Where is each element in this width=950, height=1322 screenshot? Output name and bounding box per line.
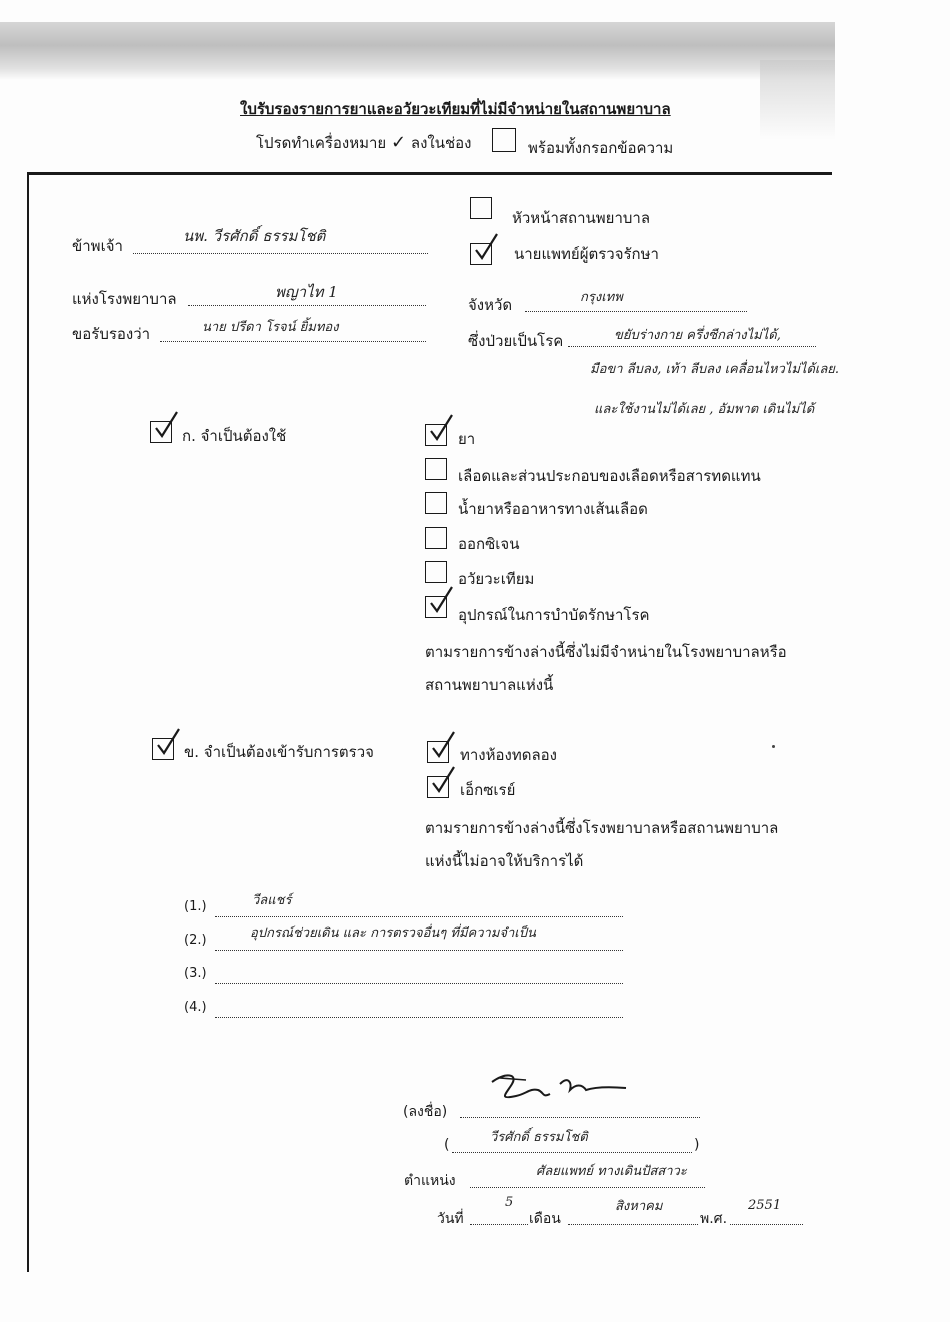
instruction-check-mark: ✓ [391,132,407,153]
item-1-dotted-line [215,916,623,917]
item-3-dotted-line [215,983,623,984]
certify-value[interactable]: นาย ปรีดา โรจน์ ยิ้มทอง [202,320,339,335]
disease-dotted-line [568,346,816,347]
year-label: พ.ศ. [700,1211,728,1227]
sign-dotted-line [460,1117,700,1118]
option-iv-fluid-label: น้ำยาหรืออาหารทางเส้นเลือด [458,500,648,518]
sign-label: (ลงชื่อ) [403,1104,448,1120]
option-medicine-label: ยา [458,430,476,448]
option-lab-checkbox[interactable] [427,741,449,763]
option-blood-checkbox[interactable] [425,458,447,480]
check-mark-icon [153,410,179,440]
option-medicine-checkbox[interactable] [425,424,447,446]
section-b-note-line-2: แห่งนี้ไม่อาจให้บริการได้ [425,852,584,870]
option-lab-label: ทางห้องทดลอง [460,746,558,764]
disease-line-3[interactable]: และใช้งานไม่ได้เลย , อัมพาต เดินไม่ได้ [594,402,815,417]
position-label: ตำแหน่ง [404,1173,456,1189]
certify-dotted-line [160,341,426,342]
month-label: เดือน [529,1211,561,1227]
option-iv-fluid-checkbox[interactable] [425,492,447,514]
item-3-number: (3.) [184,966,207,981]
instruction-after: พร้อมทั้งกรอกข้อความ [528,139,674,157]
option-xray-checkbox[interactable] [427,776,449,798]
check-mark-icon [428,413,454,443]
hospital-value[interactable]: พญาไท 1 [275,283,338,301]
province-dotted-line [525,311,747,312]
check-mark-icon [430,765,456,795]
disease-label: ซึ่งป่วยเป็นโรค [468,332,564,350]
section-a-label: ก. จำเป็นต้องใช้ [182,427,287,445]
option-oxygen-label: ออกซิเจน [458,535,520,553]
attending-doctor-label: นายแพทย์ผู้ตรวจรักษา [514,245,659,263]
position-dotted-line [470,1187,705,1188]
name-open-paren: ( [444,1137,450,1153]
item-1-value[interactable]: วีลแชร์ [252,893,292,908]
head-of-facility-checkbox[interactable] [470,197,492,219]
section-b-label: ข. จำเป็นต้องเข้ารับการตรวจ [184,743,374,761]
instruction-before: โปรดทำเครื่องหมาย [256,134,387,152]
item-4-number: (4.) [184,1000,207,1015]
day-dotted-line [470,1224,528,1225]
head-of-facility-label: หัวหน้าสถานพยาบาล [512,209,651,227]
disease-line-1[interactable]: ขยับร่างกาย ครึ่งซีกล่างไม่ได้, [614,328,781,343]
province-value[interactable]: กรุงเทพ [580,290,623,305]
hospital-dotted-line [188,305,426,306]
i-label: ข้าพเจ้า [72,237,123,255]
check-mark-icon [430,730,456,760]
i-value[interactable]: นพ. วีรศักดิ์ ธรรมโชติ [183,227,326,245]
check-mark-icon [428,585,454,615]
option-equipment-checkbox[interactable] [425,596,447,618]
section-a-checkbox[interactable] [150,421,172,443]
month-value[interactable]: สิงหาคม [615,1199,663,1214]
month-dotted-line [568,1224,698,1225]
scan-speck [772,745,775,748]
signer-name[interactable]: วีรศักดิ์ ธรรมโชติ [490,1130,588,1145]
name-close-paren: ) [694,1137,700,1153]
day-label: วันที่ [437,1211,464,1227]
option-xray-label: เอ็กซเรย์ [460,781,516,799]
hospital-label: แห่งโรงพยาบาล [72,290,177,308]
page-title: ใบรับรองรายการยาและอวัยวะเทียมที่ไม่มีจำหน่ายในสถานพยาบาล [240,100,671,118]
scan-shadow-right [760,60,835,140]
section-a-note-line-2: สถานพยาบาลแห่งนี้ [425,676,554,694]
instruction-sample-checkbox [492,128,516,152]
item-2-value[interactable]: อุปกรณ์ช่วยเดิน และ การตรวจอื่นๆ ที่มีความจำเป็น [250,926,536,941]
certify-label: ขอรับรองว่า [72,325,151,343]
day-value[interactable]: 5 [505,1195,514,1210]
form-top-border [27,172,832,175]
option-prosthesis-label: อวัยวะเทียม [458,570,535,588]
item-1-number: (1.) [184,899,207,914]
instruction-middle: ลงในช่อง [410,134,472,152]
year-dotted-line [730,1224,803,1225]
form-left-border [27,172,29,1272]
handwritten-signature [486,1070,636,1106]
i-dotted-line [133,253,428,254]
option-prosthesis-checkbox[interactable] [425,561,447,583]
check-mark-icon [473,232,499,262]
section-b-checkbox[interactable] [152,738,174,760]
item-2-dotted-line [215,950,623,951]
disease-line-2[interactable]: มือขา ลีบลง, เท้า ลีบลง เคลื่อนไหวไม่ได้เลย. [590,362,840,377]
check-mark-icon [155,727,181,757]
option-blood-label: เลือดและส่วนประกอบของเลือดหรือสารทดแทน [458,467,761,485]
section-a-note-line-1: ตามรายการข้างล่างนี้ซึ่งไม่มีจำหน่ายในโรงพยาบาลหรือ [425,643,787,661]
item-2-number: (2.) [184,933,207,948]
position-value[interactable]: ศัลยแพทย์ ทางเดินปัสสาวะ [536,1164,687,1179]
year-value[interactable]: 2551 [748,1198,782,1213]
option-equipment-label: อุปกรณ์ในการบำบัดรักษาโรค [458,606,650,624]
name-dotted-line [452,1152,692,1153]
scan-shadow-top [0,22,835,80]
option-oxygen-checkbox[interactable] [425,527,447,549]
instruction-text [256,131,472,155]
attending-doctor-checkbox[interactable] [470,243,492,265]
province-label: จังหวัด [468,296,513,314]
section-b-note-line-1: ตามรายการข้างล่างนี้ซึ่งโรงพยาบาลหรือสถานพยาบาล [425,819,779,837]
item-4-dotted-line [215,1017,623,1018]
